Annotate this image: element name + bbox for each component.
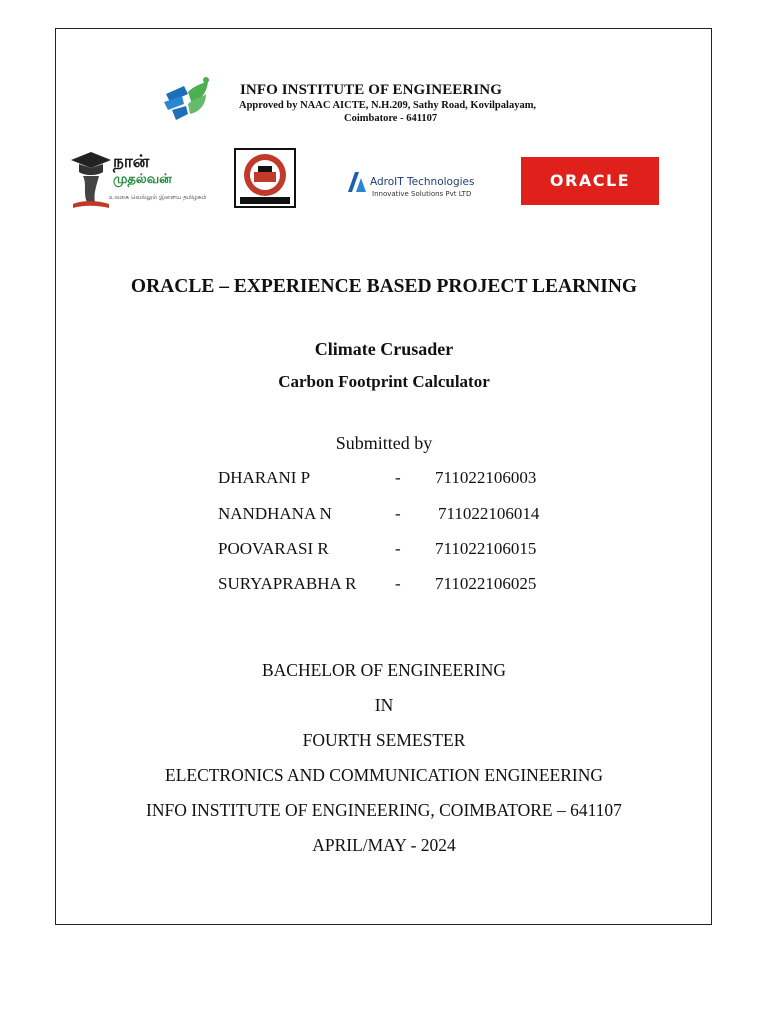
naan-mudhalvan-logo	[69, 150, 207, 212]
naan-text-line2: முதல்வன்	[113, 172, 172, 187]
member-id: 711022106003	[435, 468, 537, 487]
member-name: POOVARASI R	[218, 539, 329, 558]
semester: FOURTH SEMESTER	[302, 730, 466, 750]
member-id: 711022106015	[435, 539, 537, 558]
submission-date: APRIL/MAY - 2024	[312, 835, 456, 855]
degree-in: IN	[374, 695, 394, 715]
member-name: NANDHANA N	[218, 504, 332, 523]
member-id: 711022106025	[435, 574, 537, 593]
department: ELECTRONICS AND COMMUNICATION ENGINEERING	[165, 765, 603, 785]
graduation-cap-icon	[69, 150, 111, 212]
institute-logo-icon	[158, 74, 214, 126]
member-name: DHARANI P	[218, 468, 311, 487]
institute-address-line1: Approved by NAAC AICTE, N.H.209, Sathy Road, Kovilpalayam,	[239, 100, 537, 111]
submitted-by-label: Submitted by	[335, 433, 433, 453]
institute-address-line2: Coimbatore - 641107	[344, 113, 438, 124]
member-id: 711022106014	[438, 504, 540, 523]
oracle-logo: ORACLE	[521, 157, 659, 205]
member-separator: -	[395, 539, 401, 558]
college-name: INFO INSTITUTE OF ENGINEERING, COIMBATORE – 641107	[146, 800, 622, 820]
project-subtitle: Carbon Footprint Calculator	[278, 372, 490, 391]
degree: BACHELOR OF ENGINEERING	[261, 660, 507, 680]
member-name: SURYAPRABHA R	[218, 574, 357, 593]
adroit-technologies-logo	[346, 168, 481, 204]
naan-text-line1: நான்	[113, 152, 150, 172]
document-title: ORACLE – EXPERIENCE BASED PROJECT LEARNING	[130, 276, 638, 297]
institute-name: INFO INSTITUTE OF ENGINEERING	[240, 82, 502, 98]
project-name: Climate Crusader	[314, 339, 454, 359]
member-separator: -	[395, 574, 401, 593]
naan-text-line3: உலகை வெல்லும் இளைய தமிழகம்	[109, 194, 207, 201]
adroit-mark-icon	[346, 170, 368, 194]
member-separator: -	[395, 504, 401, 523]
adroit-name: AdroIT Technologies	[370, 176, 475, 188]
member-separator: -	[395, 468, 401, 487]
university-emblem-icon	[234, 148, 296, 208]
adroit-tagline: Innovative Solutions Pvt LTD	[372, 190, 472, 198]
